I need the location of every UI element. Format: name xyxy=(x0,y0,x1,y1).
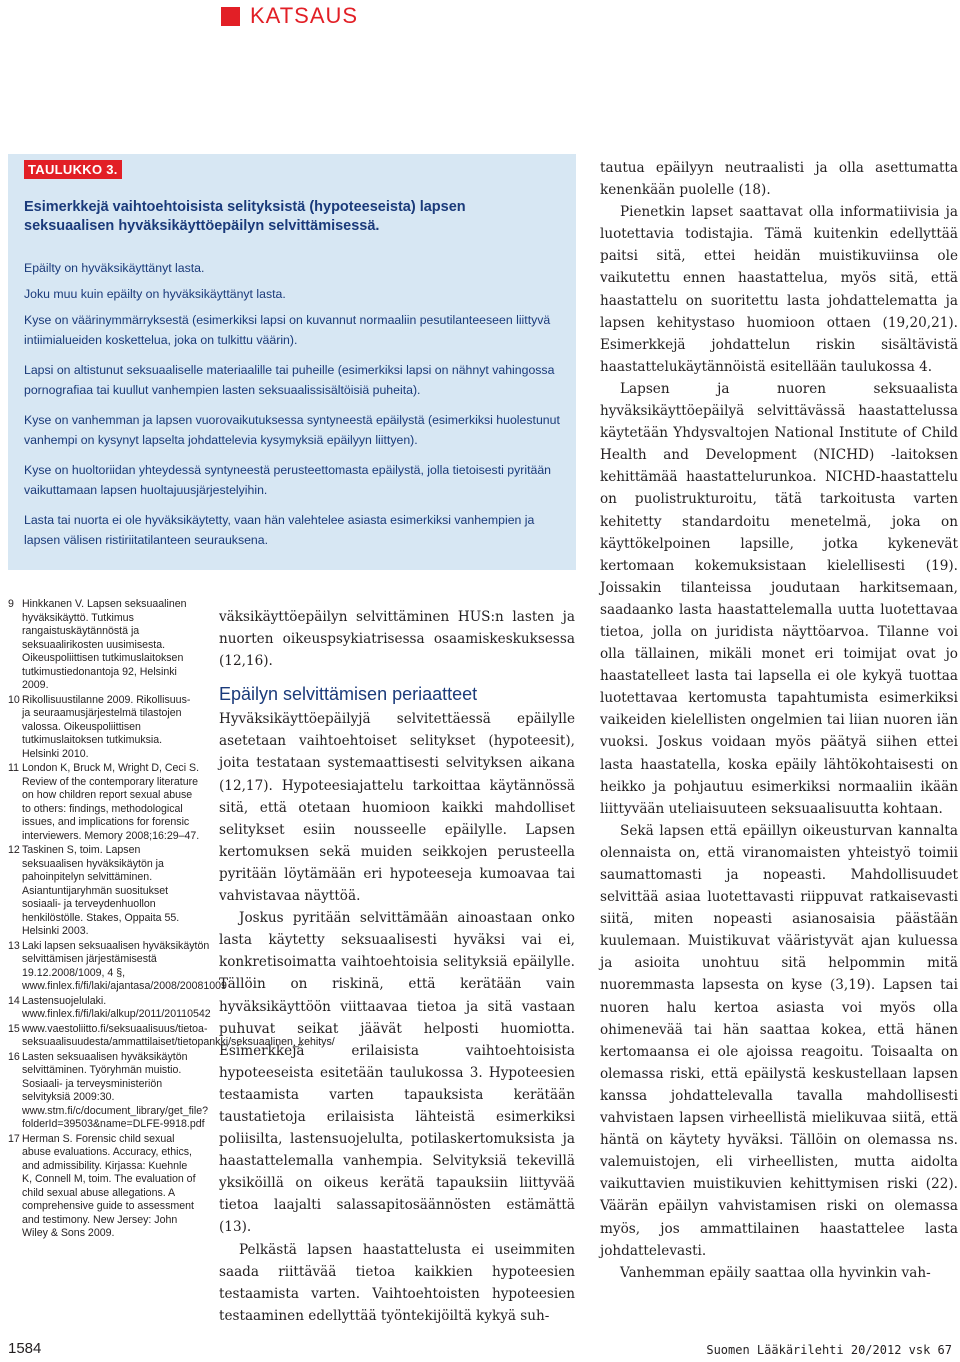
table-item: Lasta tai nuorta ei ole hyväksikäytetty, vaan hän valehtelee asiasta esimerkiksi vanhempien ja lapsen välisen ristiriitatilanteen seurauksena. xyxy=(24,513,535,547)
reference-number: 9 xyxy=(8,598,14,610)
body-paragraph: Joskus pyritään selvittämään ainoastaan onko lasta käytetty seksuaalisesti hyväksi vai ei, konkretisoimatta vaihtoehtoisia selityksiä epäilylle. Tällöin on riskinä, että kerätään vain hyväksikäyttöön viittaavaa tietoa ja sitä vastaan puhuvat seikat jäävät helposti huomiotta. Esimerkkejä erilaisista vaihtoehtoisista hypoteeseista esitetään taulukossa 3. Hypoteesien testaamista varten tapauksista kerätään taustatietoja erilaisista lähteistä esimerkiksi poliisilta, lastensuojelulta, potilaskertomuksista ja haastattelemalla vanhempia. Selvityksiä tekevillä yksiköillä on oikeus kerätä tapauksiin liittyvää tietoa laajalti salassapitosäännösten estämättä (13). xyxy=(219,910,575,1236)
reference-text: Taskinen S, toim. Lapsen seksuaalisen hyväksikäytön ja pahoinpitelyn selvittäminen. Asiantuntijaryhmän suositukset sosiaali- ja terveydenhuollon henkilöstölle. Stakes, Oppaita 55. Helsinki 2003. xyxy=(22,844,180,937)
section-title: KATSAUS xyxy=(250,3,359,28)
reference-number: 14 xyxy=(8,994,20,1007)
body-paragraph: Pienetkin lapset saattavat olla informatiivisia ja luotettavia todistajia. Tämä kuitenkin edellyttää paitsi sitä, ettei heidän muistikuviinsa ole vaikutettu ennen haastattelua, myös sitä, että haastattelu on suoritettu lasta johdattelematta ja lapsen kehitystaso huomioon ottaen (19,20,21). Esimerkkejä johdattelun riskin sisältävistä haastattelukäytännöistä esitellään taulukossa 4. xyxy=(600,204,958,375)
table-item: Kyse on vanhemman ja lapsen vuorovaikutuksessa syntyneestä epäilystä (esimerkiksi huolestunut vanhempi on kysynyt lapselta johdattelevia kysymyksiä epäilyyn liittyen). xyxy=(24,413,560,447)
section-subheading: Epäilyn selvittämisen periaatteet xyxy=(219,684,478,705)
red-square-icon xyxy=(221,7,240,26)
reference-item xyxy=(8,939,227,994)
section-header xyxy=(221,2,358,30)
reference-text: Hinkkanen V. Lapsen seksuaalinen hyväksikäyttö. Tutkimus rangaistuskäytännöstä ja seksuaalirikosten uusimisesta. Oikeuspoliittisen tutkimuslaitoksen tutkimustiedonantoja 92, Helsinki 2009. xyxy=(22,598,187,691)
reference-number: 13 xyxy=(8,939,20,952)
reference-text: Laki lapsen seksuaalisen hyväksikäytön selvittämisen järjestämisestä 19.12.2008/1009, 4 §, www.finlex.fi/fi/laki/ajantasa/2008/20081009 xyxy=(22,939,227,992)
reference-number: 10 xyxy=(8,693,20,706)
table-item: Lapsi on altistunut seksuaaliselle materiaalille tai puheille (esimerkiksi lapsi on nähnyt vahingossa pornografiaa tai kuullut vanhempien lasten seksuaalissisältöisiä puheita). xyxy=(24,363,555,397)
reference-text: Lasten seksuaalisen hyväksikäytön selvittäminen. Työryhmän muistio. Sosiaali- ja terveysministeriön selvityksiä 2009:30. www.stm.fi/c/document_library/get_file?folderId=39503&name=DLFE-9918.pdf xyxy=(22,1050,209,1130)
table-item: Kyse on väärinymmärryksestä (esimerkiksi lapsi on kuvannut normaaliin pesutilanteeseen liittyvä intiimialueiden koskettelua, joka on tulkittu väärin). xyxy=(24,313,551,347)
table-item: Joku muu kuin epäilty on hyväksikäyttänyt lasta. xyxy=(24,287,286,301)
middle-column xyxy=(219,606,575,1327)
reference-text: London K, Bruck M, Wright D, Ceci S. Review of the contemporary literature on how children report sexual abuse to others: findings, methodological issues, and implications for forensic interviewers. Memory 2008;16:29–47. xyxy=(22,762,200,842)
reference-item xyxy=(8,994,211,1022)
table-label-bar xyxy=(8,154,576,184)
references-list xyxy=(8,598,335,1242)
reference-text: www.vaestoliitto.fi/seksuaalisuus/tietoa-seksuaalisuudesta/ammattilaiset/tietopankki/seksuaalinen_kehitys/ xyxy=(22,1022,335,1048)
table-item: Epäilty on hyväksikäyttänyt lasta. xyxy=(24,261,205,275)
journal-name: Suomen Lääkärilehti 20/2012 vsk 67 xyxy=(706,1343,952,1357)
reference-number: 17 xyxy=(8,1132,20,1145)
table-title: Esimerkkejä vaihtoehtoisista selityksistä (hypoteeseista) lapsen seksuaalisen hyväksikäyttöepäilyn selvittämisessä. xyxy=(24,199,466,234)
reference-item xyxy=(8,1133,200,1241)
body-paragraph: Sekä lapsen että epäillyn oikeusturvan kannalta olennaista on, että viranomaisten yhteistyö toimii saumattomasti ja nopeasti. Mahdollisuudet selvittää asiaa luotettavasti riippuvat ratkaisevasti siitä, miten nopeasti asianosaisia päästään kuulemaan. Muistikuvat vääristyvät ajan kuluessa ja asioita unohtuu sitä helpommin mitä nuoremmasta lapsesta on kyse (3,19). Lapsen tai nuoren halu kertoa asiasta voi myös olla ohimenevää tai hän saattaa kokea, että hänen kertomaansa ei ole ajoissa reagoitu. Toisaalta on olemassa riski, että epäilystä keskustellaan lapsen kanssa johdattelevalla tavalla mahdollisesti vahvistaen lapsen virheellistä mielikuvaa siitä, että häntä on käytety hyväksi. Tällöin on olemassa ns. valemuistojen, eli virheellisten, mutta aidolta vaikuttavien muistikuvien kehittymisen riski (22). Väärän epäilyn vahvistamisen riski on olemassa myös, jos ammattilainen haastattelee lasta johdattelevasti. xyxy=(600,822,958,1259)
reference-number: 16 xyxy=(8,1050,20,1063)
reference-item xyxy=(8,844,200,939)
table-item: Kyse on huoltoriidan yhteydessä syntyneestä perusteettomasta epäilystä, jolla tietoisesti pyritään vaikuttamaan lapsen huoltajuusjärjestelyihin. xyxy=(24,463,552,497)
reference-number: 12 xyxy=(8,844,20,856)
body-paragraph: Pelkästä lapsen haastattelusta ei useimmiten saada riittävää tietoa kaikkien hypoteesien testaamista varten. Vaihtoehtoisten hypoteesien testaaminen edellyttää työntekijöiltä kykyä suh- xyxy=(219,1241,575,1324)
table-label: TAULUKKO 3. xyxy=(24,160,122,179)
reference-text: Rikollisuustilanne 2009. Rikollisuus- ja seuraamusjärjestelmä tilastojen valossa. Oikeuspoliittisen tutkimuslaitoksen tutkimuksia. Helsinki 2010. xyxy=(22,693,191,760)
body-paragraph: tautua epäilyyn neutraalisti ja olla asettumatta kenenkään puolelle (18). xyxy=(600,160,958,199)
reference-text: Lastensuojelulaki. www.finlex.fi/fi/laki/alkup/2011/20110542 xyxy=(22,994,211,1020)
reference-item xyxy=(8,1050,209,1132)
reference-item xyxy=(8,762,200,843)
body-paragraph: Vanhemman epäily saattaa olla hyvinkin vah- xyxy=(620,1264,931,1281)
reference-item xyxy=(8,694,200,762)
reference-item xyxy=(8,598,200,693)
body-paragraph: Hyväksikäyttöepäilyjä selvitettäessä epäilylle asetetaan vaihtoehtoiset selitykset (hypoteesit), joita testataan systemaattisesti selvityksen aikana (12,17). Hypoteesiajattelu tarkoittaa käytännössä sitä, että otetaan huomioon kaikki mahdolliset selitykset esiin nousseelle epäilylle. Lapsen kertomuksen sekä muiden seikkojen perusteella pyritään löytämään eri hypoteeseja kumoavaa tai vahvistavaa näyttöä. xyxy=(219,711,575,905)
right-column xyxy=(600,157,958,1284)
body-paragraph: väksikäyttöepäilyn selvittäminen HUS:n lasten ja nuorten oikeuspsykiatrisessa osaamiskeskuksessa (12,16). xyxy=(219,609,575,670)
page-number: 1584 xyxy=(8,1340,42,1357)
reference-item xyxy=(8,1022,335,1050)
reference-text: Herman S. Forensic child sexual abuse evaluations. Accuracy, ethics, and admissibility. Kirjassa: Kuehnle K, Connell M, toim. The evaluation of child sexual abuse allegations. A comprehensive guide to assessment and testimony. New Jersey: John Wiley & Sons 2009. xyxy=(22,1132,196,1239)
body-paragraph: Lapsen ja nuoren seksuaalista hyväksikäyttöepäilyä selvittävässä haastattelussa käytetään Yhdysvaltojen National Institute of Child Health and Development (NICHD) -laitoksen kehittämää haastattelurunkoa. NICHD-haastattelu on puolistrukturoitu, tätä tarkoitusta varten kehitetty standardoitu menetelmä, joka on käyttökelpoinen lapsille, jotka kykenevät kertomaan kokemuksistaan kielellisesti (19). Joissakin tilanteissa joudutaan harkitsemaan, saadaanko lasta haastattelemalla uutta luotettavaa tietoa, jolla on juridista näyttöarvoa. Tilanne voi olla tällainen, mikäli monet eri toimijat ovat jo haastatelleet lasta tai lapsella ei ole kykyä tuottaa luotettavaa kertomusta tapahtumista esimerkiksi vaikeiden kielellisten ongelmien tai liian nuoren iän vuoksi. Joskus voidaan myös päätyä siihen ettei lasta haastatella, koska epäily lähtökohtaisesti on heikko ja pohjautuu esimerkiksi normaaliin ikään liittyvään uteliaisuuteen seksuaalisuutta kohtaan. xyxy=(600,380,958,817)
reference-number: 15 xyxy=(8,1022,20,1035)
reference-number: 11 xyxy=(8,762,19,774)
table-items xyxy=(24,258,564,560)
